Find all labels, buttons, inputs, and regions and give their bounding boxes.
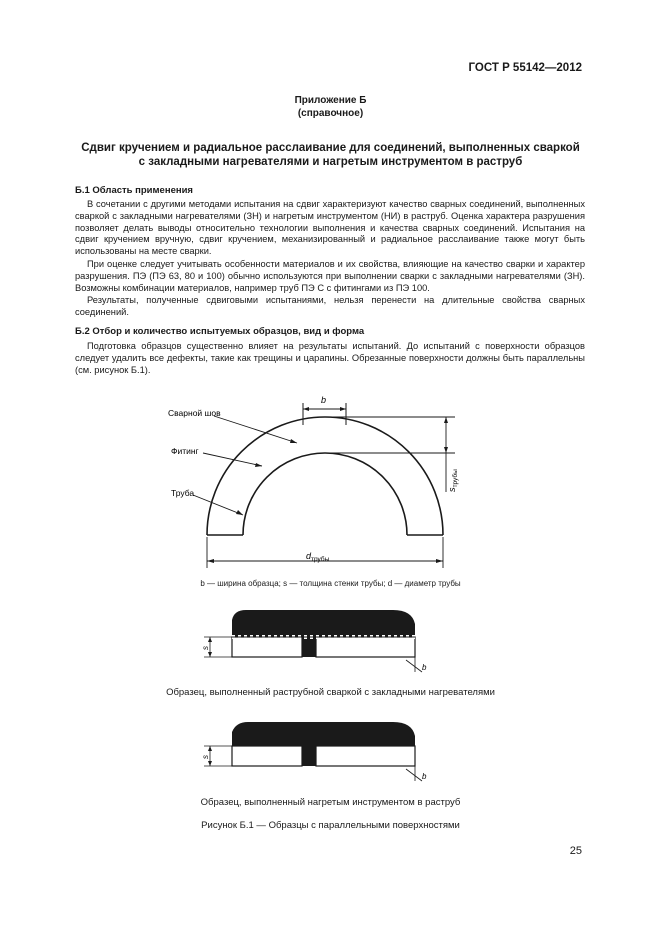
section-b1-paragraph: В сочетании с другими методами испытания на сдвиг характеризуют качество сварных соединений, выполненных сваркой с закладными нагревателями (ЗН) и нагретым инструментом (НИ) в раструб. Оценка характера разрушения позволяет делать выводы относительно технологии выполнения и качества сварных соединений. Испытания на сдвиг кручением вручную, сдвиг кручением, механизированный и радиальное расслаивание также могут быть использованы на месте сварки. — [75, 199, 585, 257]
section-b2-body — [75, 341, 585, 376]
fitting-dark-body — [232, 610, 415, 637]
standard-number: ГОСТ Р 55142—2012 — [468, 62, 582, 74]
figure-legend: b — ширина образца; s — толщина стенки трубы; d — диаметр трубы — [200, 579, 461, 588]
section-b1-body — [75, 199, 585, 319]
main-title-line1: Сдвиг кручением и радиальное расслаивание для соединений, выполненных сваркой — [81, 142, 580, 154]
specimen1-caption: Образец, выполненный раструбной сваркой с закладными нагревателями — [166, 687, 495, 698]
section-b1-heading: Б.1 Область применения — [75, 185, 193, 196]
annex-heading — [0, 94, 661, 120]
dim-s-label: $s_{трубы}$ — [447, 469, 459, 492]
pipe-section-figure — [0, 385, 661, 570]
section-b1-paragraph: Результаты, полученные сдвиговыми испытаниями, нельзя перенести на длительные свойства сварных соединений. — [75, 295, 585, 318]
main-title — [0, 141, 661, 169]
specimen-electrofusion-drawing — [190, 600, 430, 675]
dim-d-label: $d_{трубы}$ — [306, 551, 330, 563]
specimen1-b-label: b — [422, 663, 427, 672]
section-b2-paragraph: Подготовка образцов существенно влияет на результаты испытаний. До испытаний с поверхности образцов следует удалить все дефекты, такие как трещины и царапины. Обрезанные поверхности должны быть параллельны (см. рисунок Б.1). — [75, 341, 585, 375]
section-b1-paragraph: При оценке следует учитывать особенности материалов и их свойства, влияющие на качество сварки и характер разрушения. ПЭ (ПЭ 63, 80 и 100) обычно используются при выполнении сварки с закладными нагревателями (ЗН). Возможны комбинации материалов, например труб ПЭ С с фитингами из ПЭ 100. — [75, 258, 585, 293]
fitting-outer-arc — [207, 417, 443, 535]
specimen2-s-label: s — [201, 755, 210, 759]
main-title-line2: с закладными нагревателями и нагретым инструментом в раструб — [138, 156, 523, 168]
annex-subtitle: (справочное) — [297, 108, 364, 119]
label-pipe: Труба — [171, 488, 195, 498]
pipe-inner-arc — [243, 453, 407, 535]
center-stop — [302, 637, 316, 657]
label-fitting: Фитинг — [171, 446, 199, 456]
label-weld: Сварной шов — [168, 408, 221, 418]
page-number: 25 — [569, 845, 582, 857]
dim-b-label: b — [321, 395, 327, 405]
figure-caption: Рисунок Б.1 — Образцы с параллельными поверхностями — [201, 820, 460, 831]
fitting-dark-body — [232, 722, 415, 746]
specimen1-s-label: s — [201, 646, 210, 650]
annex-title: Приложение Б — [294, 95, 367, 106]
specimen-socket-fusion-drawing — [190, 710, 430, 785]
specimen2-caption: Образец, выполненный нагретым инструментом в раструб — [200, 797, 461, 808]
section-b2-heading: Б.2 Отбор и количество испытуемых образцов, вид и форма — [75, 326, 365, 337]
center-stop — [302, 746, 316, 766]
specimen2-b-label: b — [422, 772, 427, 781]
